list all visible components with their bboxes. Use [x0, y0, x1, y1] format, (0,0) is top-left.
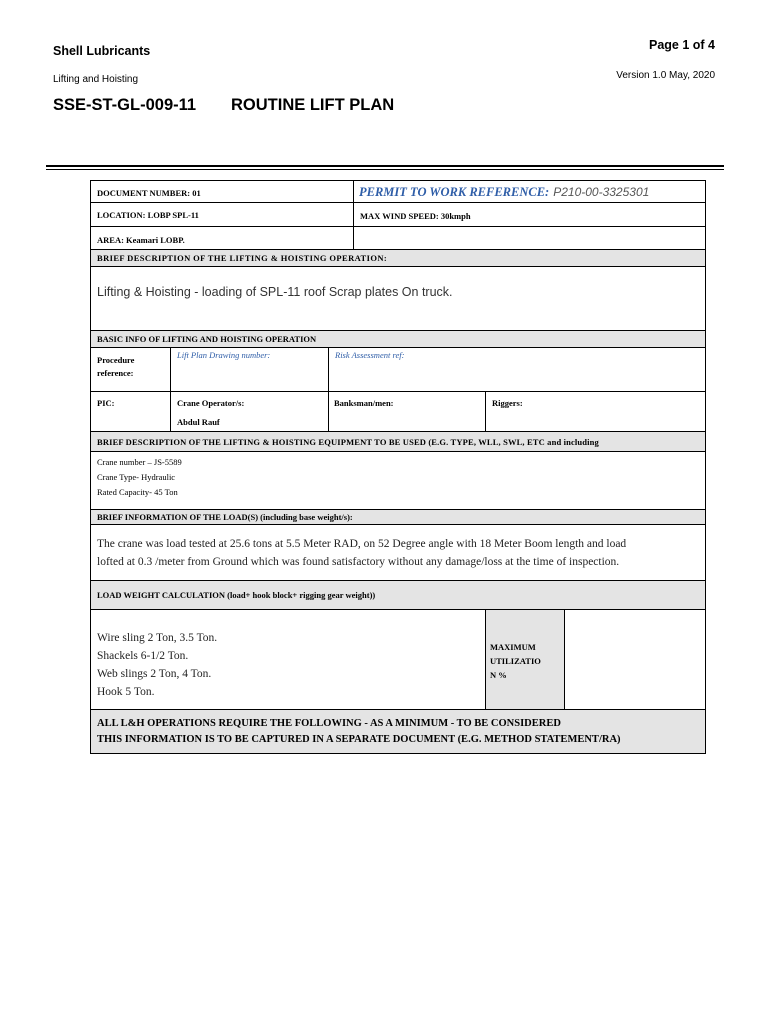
form-row-load-weight-details: [91, 610, 705, 710]
form-row-equipment-details: [91, 452, 705, 510]
load-weight-list: [97, 629, 217, 701]
header-divider-thick: [46, 165, 724, 167]
form-row-brief-desc-text: [91, 267, 705, 331]
document-code: SSE-ST-GL-009-11: [53, 96, 197, 114]
document-number: DOCUMENT NUMBER: 01: [97, 188, 201, 198]
load-weight-hook: Hook 5 Ton.: [97, 686, 155, 698]
load-info-text: The crane was load tested at 25.6 tons at 5.5 Meter RAD, on 52 Degree angle with 18 Meter Boom length and load lofted at 0.3 /meter from Ground which was found satisfactory without any damage/loss at the time of inspection.: [97, 538, 627, 568]
section-name: Lifting and Hoisting: [53, 74, 139, 85]
footer-notice: ALL L&H OPERATIONS REQUIRE THE FOLLOWING - AS A MINIMUM - TO BE CONSIDERED THIS INFORMATION IS TO BE CAPTURED IN A SEPARATE DOCUMENT (E.G. METHOD STATEMENT/RA): [97, 718, 621, 745]
form-row-procedure: [91, 348, 705, 392]
max-wind-speed: MAX WIND SPEED: 30kmph: [360, 211, 471, 221]
banksman-label: Banksman/men:: [334, 398, 394, 408]
procedure-reference-label: Procedure reference:: [97, 355, 135, 378]
maximum-utilization-label: MAXIMUM UTILIZATIO N %: [490, 642, 541, 680]
maximum-utilization-value: [564, 610, 705, 709]
form-row-footer-notice: [91, 710, 705, 753]
version-label: Version 1.0 May, 2020: [616, 70, 715, 81]
form-row-brief-desc-header: [91, 250, 705, 267]
form-row-load-weight-header: [91, 581, 705, 610]
load-weight-shackels: Shackels 6-1/2 Ton.: [97, 650, 189, 662]
form-row-document-number: [91, 181, 705, 203]
brief-description-text: Lifting & Hoisting - loading of SPL-11 roof Scrap plates On truck.: [97, 285, 453, 299]
company-name: Shell Lubricants: [53, 44, 151, 58]
lift-plan-drawing-label: Lift Plan Drawing number:: [177, 350, 271, 360]
brief-description-header: BRIEF DESCRIPTION OF THE LIFTING & HOISTING OPERATION:: [97, 253, 388, 263]
form-row-load-info-text: [91, 525, 705, 581]
crane-operator-label: Crane Operator/s:: [177, 398, 245, 408]
location: LOCATION: LOBP SPL-11: [97, 210, 199, 220]
area-blank-cell: [353, 227, 705, 249]
riggers-label: Riggers:: [492, 398, 523, 408]
basic-info-header: BASIC INFO OF LIFTING AND HOISTING OPERATION: [97, 334, 317, 344]
ptw-label: PERMIT TO WORK REFERENCE:: [359, 185, 550, 199]
equipment-crane-type: Crane Type- Hydraulic: [97, 472, 176, 482]
load-info-header: BRIEF INFORMATION OF THE LOAD(S) (including base weight/s):: [97, 512, 353, 522]
equipment-details: [97, 455, 182, 500]
load-weight-web-slings: Web slings 2 Ton, 4 Ton.: [97, 668, 212, 680]
document-title-text: ROUTINE LIFT PLAN: [231, 96, 395, 114]
form-row-area: [91, 227, 705, 250]
equipment-rated-capacity: Rated Capacity- 45 Ton: [97, 487, 178, 497]
pic-label: PIC:: [97, 398, 115, 408]
document-title: [53, 96, 394, 115]
header-divider-thin: [46, 169, 724, 170]
load-weight-header: LOAD WEIGHT CALCULATION (load+ hook block+ rigging gear weight)): [97, 590, 376, 600]
form-row-load-info-header: [91, 510, 705, 525]
form-row-equipment-header: [91, 432, 705, 452]
form-row-location: [91, 203, 705, 227]
page-indicator: Page 1 of 4: [649, 38, 715, 52]
equipment-header: BRIEF DESCRIPTION OF THE LIFTING & HOISTING EQUIPMENT TO BE USED (E.G. TYPE, WLL, SWL, ETC and including: [97, 437, 599, 447]
form-row-personnel: [91, 392, 705, 432]
equipment-crane-number: Crane number – JS-5589: [97, 457, 182, 467]
permit-to-work-reference: [359, 183, 649, 201]
risk-assessment-label: Risk Assessment ref:: [335, 350, 405, 360]
ptw-value: P210-00-3325301: [553, 185, 650, 199]
lift-plan-form: [90, 180, 706, 754]
crane-operator-name: Abdul Rauf: [177, 417, 220, 427]
area: AREA: Keamari LOBP.: [97, 235, 185, 245]
load-weight-wire-sling: Wire sling 2 Ton, 3.5 Ton.: [97, 632, 218, 644]
form-row-basic-info-header: [91, 331, 705, 348]
